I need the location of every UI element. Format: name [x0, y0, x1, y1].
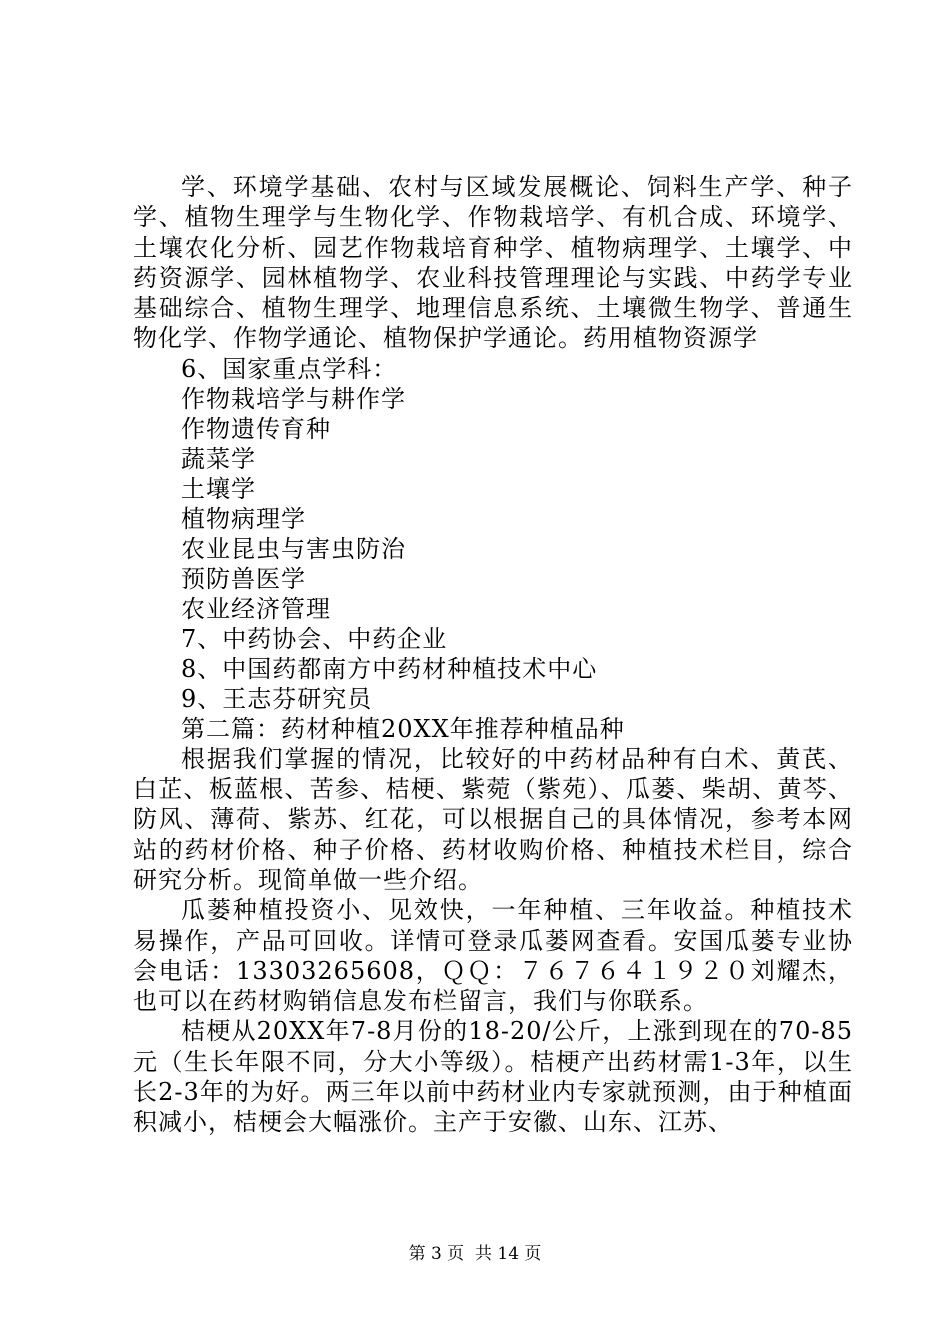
- document-body: [133, 172, 853, 1138]
- paragraph: 瓜蒌种植投资小、见效快，一年种植、三年收益。种植技术易操作，产品可回收。详情可登录瓜蒌网查看。安国瓜蒌专业协会电话：13303265608，ＱＱ：７６７６４１９２０刘耀杰，也可以在药材购销信息发布栏留言，我们与你联系。: [133, 896, 853, 1016]
- list-item: 农业昆虫与害虫防治: [181, 534, 406, 563]
- section-heading: 7、中药协会、中药企业: [181, 624, 448, 653]
- section-heading: 8、中国药都南方中药材种植技术中心: [181, 654, 598, 683]
- list-item: 作物栽培学与耕作学: [181, 384, 406, 413]
- list-item: 预防兽医学: [181, 564, 306, 593]
- paragraph: 桔梗从20XX年7-8月份的18-20/公斤，上涨到现在的70-85元（生长年限不同，分大小等级）。桔梗产出药材需1-3年，以生长2-3年的为好。两三年以前中药材业内专家就预测，由于种植面积减小，桔梗会大幅涨价。主产于安徽、山东、江苏、: [133, 1017, 853, 1137]
- page-number-footer: 第 3 页 共 14 页: [408, 1244, 542, 1264]
- chapter-title: 第二篇：药材种植20XX年推荐种植品种: [181, 714, 625, 743]
- section-heading: 9、王志芬研究员: [181, 684, 373, 713]
- list-item: 植物病理学: [181, 504, 306, 533]
- list-item: 土壤学: [181, 474, 256, 503]
- paragraph: 学、环境学基础、农村与区域发展概论、饲料生产学、种子学、植物生理学与生物化学、作物栽培学、有机合成、环境学、土壤农化分析、园艺作物栽培育种学、植物病理学、土壤学、中药资源学、园林植物学、农业科技管理理论与实践、中药学专业基础综合、植物生理学、地理信息系统、土壤微生物学、普通生物化学、作物学通论、植物保护学通论。药用植物资源学: [133, 173, 853, 353]
- list-item: 蔬菜学: [181, 444, 256, 473]
- list-item: 农业经济管理: [181, 594, 331, 623]
- paragraph: 根据我们掌握的情况，比较好的中药材品种有白术、黄芪、白芷、板蓝根、苦参、桔梗、紫菀（紫苑）、瓜蒌、柴胡、黄芩、防风、薄荷、紫苏、红花，可以根据自己的具体情况，参考本网站的药材价格、种子价格、药材收购价格、种植技术栏目，综合研究分析。现简单做一些介绍。: [133, 744, 853, 894]
- section-heading: 6、国家重点学科：: [181, 354, 398, 383]
- list-item: 作物遗传育种: [181, 414, 331, 443]
